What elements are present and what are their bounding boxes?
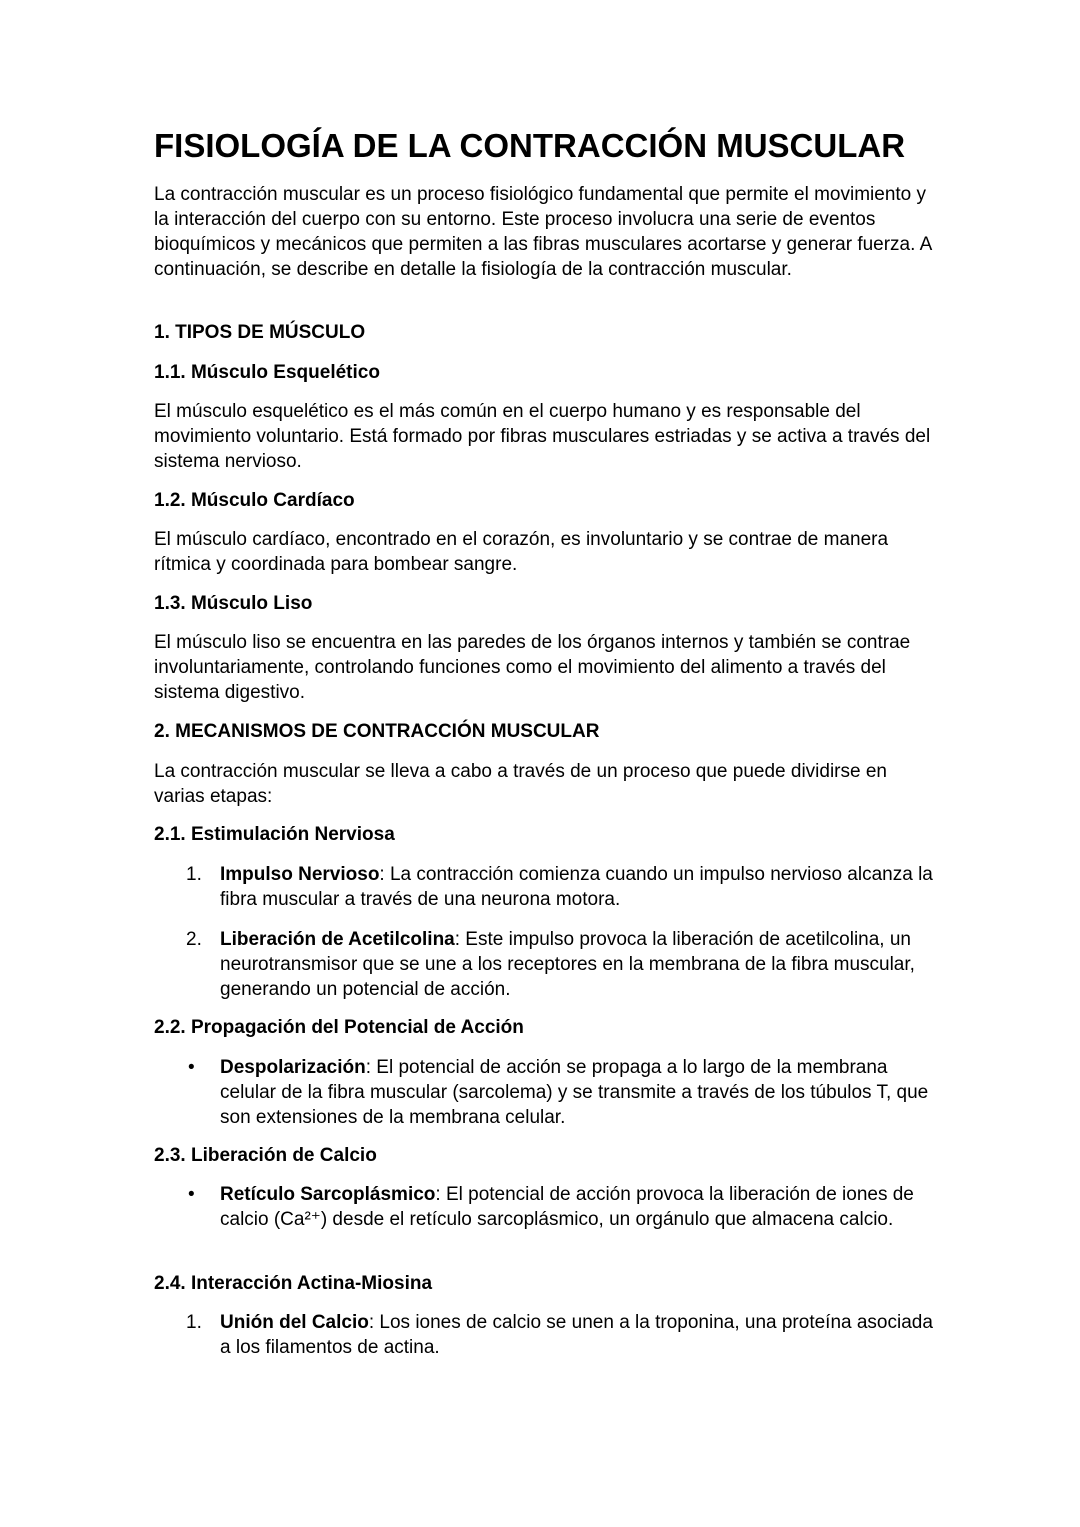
paragraph: El músculo liso se encuentra en las paredes de los órganos internos y también se contrae involuntariamente, controlando funciones como el movimiento del alimento a través del sistema digestivo. — [154, 632, 911, 703]
paragraph: La contracción muscular se lleva a cabo a través de un proceso que puede dividirse en varias etapas: — [154, 761, 887, 807]
list-term: Impulso Nervioso — [220, 864, 380, 885]
list-item — [154, 1310, 934, 1360]
subsection-heading: 2.3. Liberación de Calcio — [154, 1145, 377, 1166]
page-title: FISIOLOGÍA DE LA CONTRACCIÓN MUSCULAR — [154, 127, 906, 164]
list-term: Liberación de Acetilcolina — [220, 929, 455, 950]
list-text: : Este impulso provoca la liberación de acetilcolina, un neurotransmisor que se une a los receptores en la membrana de la fibra muscular, generando un potencial de acción. — [220, 929, 915, 1000]
list-term: Unión del Calcio — [220, 1312, 369, 1333]
list-item — [154, 1182, 934, 1232]
list-item — [154, 927, 934, 1002]
section-heading: 2. MECANISMOS DE CONTRACCIÓN MUSCULAR — [154, 721, 600, 742]
subsection-heading: 2.4. Interacción Actina-Miosina — [154, 1273, 433, 1294]
list-text: : Los iones de calcio se unen a la troponina, una proteína asociada a los filamentos de actina. — [220, 1312, 933, 1358]
subsection-heading: 1.1. Músculo Esquelético — [154, 362, 380, 383]
subsection-heading: 2.2. Propagación del Potencial de Acción — [154, 1017, 524, 1038]
list-text: : El potencial de acción se propaga a lo largo de la membrana celular de la fibra muscular (sarcolema) y se transmite a través de los túbulos T, que son extensiones de la membrana celular. — [220, 1057, 929, 1128]
bullet-marker: • — [188, 1184, 195, 1205]
subsection-heading: 2.1. Estimulación Nerviosa — [154, 824, 395, 845]
list-item — [154, 1055, 934, 1130]
list-text: : La contracción comienza cuando un impulso nervioso alcanza la fibra muscular a través de una neurona motora. — [220, 864, 933, 910]
subsection-heading: 1.3. Músculo Liso — [154, 593, 313, 614]
list-term: Retículo Sarcoplásmico — [220, 1184, 436, 1205]
bullet-marker: • — [188, 1057, 195, 1078]
paragraph: El músculo esquelético es el más común en el cuerpo humano y es responsable del movimiento voluntario. Está formado por fibras musculares estriadas y se activa a través del sistema nervioso. — [154, 401, 931, 472]
list-marker: 1. — [186, 864, 202, 885]
paragraph: El músculo cardíaco, encontrado en el corazón, es involuntario y se contrae de manera rítmica y coordinada para bombear sangre. — [154, 529, 889, 575]
list-marker: 2. — [186, 929, 202, 950]
intro-paragraph: La contracción muscular es un proceso fisiológico fundamental que permite el movimiento y la interacción del cuerpo con su entorno. Este proceso involucra una serie de eventos bioquímicos y mecánicos que permiten a las fibras musculares acortarse y generar fuerza. A continuación, se describe en detalle la fisiología de la contracción muscular. — [154, 184, 932, 280]
list-text: : El potencial de acción provoca la liberación de iones de calcio (Ca²⁺) desde el retículo sarcoplásmico, un orgánulo que almacena calcio. — [220, 1184, 914, 1230]
list-marker: 1. — [186, 1312, 202, 1333]
subsection-heading: 1.2. Músculo Cardíaco — [154, 490, 355, 511]
list-term: Despolarización — [220, 1057, 366, 1078]
list-item — [154, 862, 934, 912]
section-heading: 1. TIPOS DE MÚSCULO — [154, 322, 366, 343]
